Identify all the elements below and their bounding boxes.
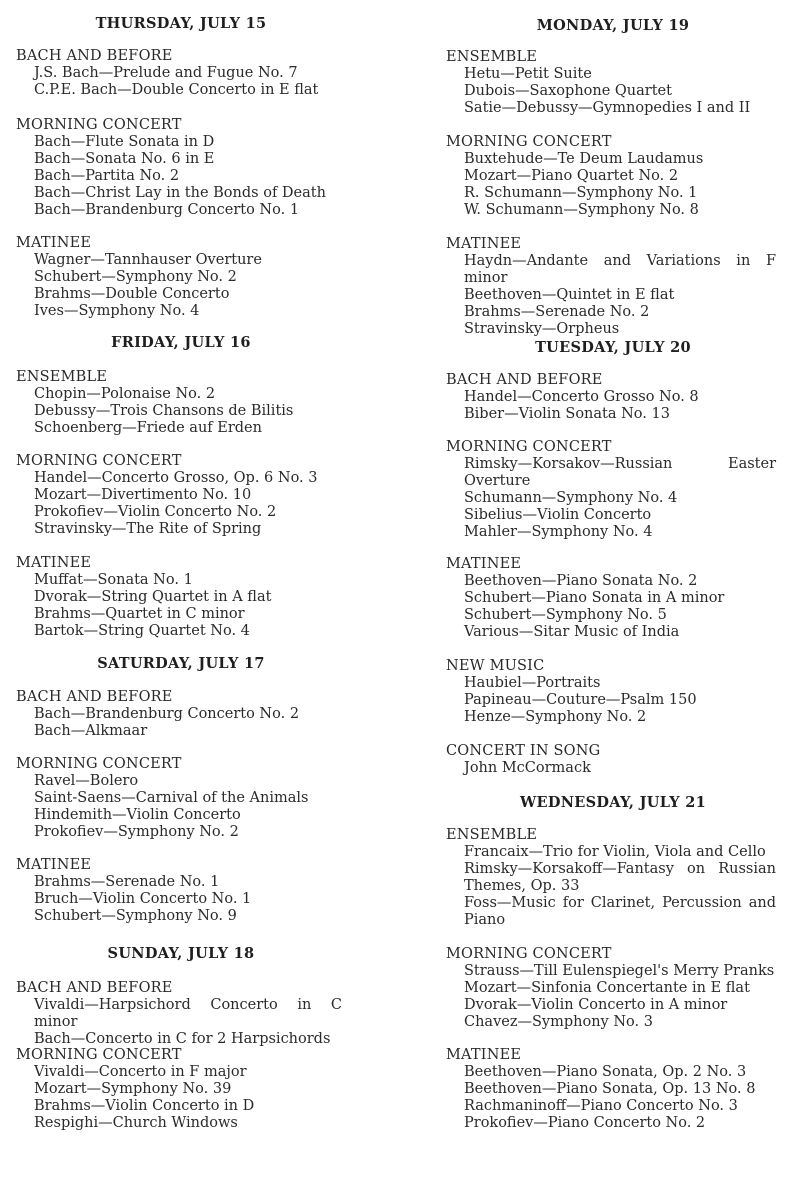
program-section [16, 1047, 346, 1132]
program-section [446, 827, 780, 929]
program-section [16, 980, 346, 1048]
program-section [16, 117, 346, 219]
section-title: CONCERT IN SONG [446, 743, 601, 759]
program-section [446, 439, 780, 541]
program-section [446, 134, 780, 219]
program-section [446, 372, 780, 423]
day-heading-friday-july-16: FRIDAY, JULY 16 [111, 334, 251, 351]
program-item: Bach—Alkmaar [34, 723, 148, 739]
program-item: Ravel—Bolero [34, 773, 139, 789]
section-title: ENSEMBLE [446, 827, 538, 843]
program-item: Schubert—Piano Sonata in A minor [464, 590, 725, 606]
program-item: Haubiel—Portraits [464, 675, 601, 691]
section-title: MORNING CONCERT [16, 756, 182, 772]
section-title: MATINEE [446, 1047, 522, 1063]
program-item: Bach—Flute Sonata in D [34, 134, 215, 150]
program-item: Rimsky—Korsakov—Russian Easter Overture [464, 456, 776, 489]
program-item: Brahms—Double Concerto [34, 286, 230, 302]
program-section [16, 235, 346, 320]
program-item: Francaix—Trio for Violin, Viola and Cello [464, 844, 766, 860]
program-item: Vivaldi—Concerto in F major [34, 1064, 247, 1080]
program-item: Handel—Concerto Grosso, Op. 6 No. 3 [34, 470, 318, 486]
program-item: Schubert—Symphony No. 5 [464, 607, 667, 623]
program-section [446, 49, 780, 117]
section-title: ENSEMBLE [16, 369, 108, 385]
section-title: MORNING CONCERT [16, 117, 182, 133]
program-section [16, 48, 346, 99]
program-item: Handel—Concerto Grosso No. 8 [464, 389, 699, 405]
program-section [16, 453, 346, 538]
program-item: R. Schumann—Symphony No. 1 [464, 185, 698, 201]
section-title: BACH AND BEFORE [16, 689, 173, 705]
program-item: Various—Sitar Music of India [464, 624, 680, 640]
program-section [16, 689, 346, 740]
program-item: Bach—Christ Lay in the Bonds of Death [34, 185, 326, 201]
program-item: Sibelius—Violin Concerto [464, 507, 652, 523]
program-item: Bach—Partita No. 2 [34, 168, 180, 184]
program-item: Stravinsky—Orpheus [464, 321, 620, 337]
section-title: MORNING CONCERT [446, 134, 612, 150]
program-item: Prokofiev—Piano Concerto No. 2 [464, 1115, 706, 1131]
program-item: Bartok—String Quartet No. 4 [34, 623, 250, 639]
program-section [446, 236, 780, 338]
program-item: Beethoven—Piano Sonata, Op. 2 No. 3 [464, 1064, 747, 1080]
section-title: BACH AND BEFORE [16, 48, 173, 64]
program-item: Ives—Symphony No. 4 [34, 303, 200, 319]
program-item: Rimsky—Korsakoff—Fantasy on Russian Themes, Op. 33 [464, 861, 776, 894]
program-item: Bach—Brandenburg Concerto No. 1 [34, 202, 300, 218]
program-item: Rachmaninoff—Piano Concerto No. 3 [464, 1098, 738, 1114]
program-item: Papineau—Couture—Psalm 150 [464, 692, 697, 708]
program-item: Mozart—Piano Quartet No. 2 [464, 168, 679, 184]
program-item: Chavez—Symphony No. 3 [464, 1014, 653, 1030]
program-item: Strauss—Till Eulenspiegel's Merry Pranks [464, 963, 775, 979]
program-item: J.S. Bach—Prelude and Fugue No. 7 [34, 65, 298, 81]
program-item: Haydn—Andante and Variations in F minor [464, 253, 776, 286]
day-heading-wednesday-july-21: WEDNESDAY, JULY 21 [519, 794, 707, 811]
program-item: Bruch—Violin Concerto No. 1 [34, 891, 252, 907]
program-item: Stravinsky—The Rite of Spring [34, 521, 262, 537]
program-item: Chopin—Polonaise No. 2 [34, 386, 216, 402]
section-title: MORNING CONCERT [446, 946, 612, 962]
program-item: Henze—Symphony No. 2 [464, 709, 647, 725]
program-item: Brahms—Serenade No. 1 [34, 874, 220, 890]
program-item: Buxtehude—Te Deum Laudamus [464, 151, 704, 167]
section-title: MATINEE [16, 235, 92, 251]
day-heading-sunday-july-18: SUNDAY, JULY 18 [107, 945, 255, 962]
program-item: Beethoven—Quintet in E flat [464, 287, 675, 303]
program-section [16, 857, 346, 925]
program-item: Satie—Debussy—Gymnopedies I and II [464, 100, 751, 116]
program-item: Mahler—Symphony No. 4 [464, 524, 653, 540]
program-item: Schubert—Symphony No. 2 [34, 269, 237, 285]
program-item: Foss—Music for Clarinet, Percussion and Piano [464, 895, 776, 928]
program-item: Bach—Sonata No. 6 in E [34, 151, 215, 167]
section-title: MATINEE [16, 555, 92, 571]
program-item: Biber—Violin Sonata No. 13 [464, 406, 670, 422]
program-item: Saint-Saens—Carnival of the Animals [34, 790, 309, 806]
program-item: Vivaldi—Harpsichord Concerto in C minor [34, 997, 342, 1030]
program-item: Dubois—Saxophone Quartet [464, 83, 672, 99]
program-item: Respighi—Church Windows [34, 1115, 238, 1131]
program-section [446, 1047, 780, 1132]
section-title: NEW MUSIC [446, 658, 545, 674]
program-item: Prokofiev—Symphony No. 2 [34, 824, 239, 840]
program-item: Schubert—Symphony No. 9 [34, 908, 237, 924]
day-heading-tuesday-july-20: TUESDAY, JULY 20 [535, 339, 691, 356]
program-item: Mozart—Symphony No. 39 [34, 1081, 232, 1097]
program-section [446, 743, 780, 777]
program-section [16, 369, 346, 437]
day-heading-monday-july-19: MONDAY, JULY 19 [536, 17, 690, 34]
program-item: Hetu—Petit Suite [464, 66, 592, 82]
program-item: Schumann—Symphony No. 4 [464, 490, 678, 506]
program-item: Beethoven—Piano Sonata No. 2 [464, 573, 698, 589]
program-item: Prokofiev—Violin Concerto No. 2 [34, 504, 277, 520]
program-item: C.P.E. Bach—Double Concerto in E flat [34, 82, 319, 98]
program-section [16, 555, 346, 640]
program-item: Bach—Brandenburg Concerto No. 2 [34, 706, 300, 722]
program-item: Mozart—Divertimento No. 10 [34, 487, 252, 503]
day-heading-thursday-july-15: THURSDAY, JULY 15 [95, 15, 267, 32]
program-item: Brahms—Quartet in C minor [34, 606, 245, 622]
program-item: W. Schumann—Symphony No. 8 [464, 202, 699, 218]
program-section [446, 556, 780, 641]
program-item: Schoenberg—Friede auf Erden [34, 420, 262, 436]
program-item: Mozart—Sinfonia Concertante in E flat [464, 980, 750, 996]
program-item: Debussy—Trois Chansons de Bilitis [34, 403, 294, 419]
section-title: MATINEE [16, 857, 92, 873]
section-title: MATINEE [446, 236, 522, 252]
section-title: MORNING CONCERT [446, 439, 612, 455]
program-item: Bach—Concerto in C for 2 Harpsichords [34, 1031, 331, 1047]
program-item: Dvorak—String Quartet in A flat [34, 589, 272, 605]
section-title: BACH AND BEFORE [446, 372, 603, 388]
section-title: MATINEE [446, 556, 522, 572]
program-item: Hindemith—Violin Concerto [34, 807, 241, 823]
program-section [446, 946, 780, 1031]
section-title: BACH AND BEFORE [16, 980, 173, 996]
day-heading-saturday-july-17: SATURDAY, JULY 17 [97, 655, 265, 672]
program-item: Wagner—Tannhauser Overture [34, 252, 262, 268]
section-title: ENSEMBLE [446, 49, 538, 65]
program-item: Brahms—Serenade No. 2 [464, 304, 650, 320]
program-item: John McCormack [464, 760, 591, 776]
program-item: Brahms—Violin Concerto in D [34, 1098, 255, 1114]
program-item: Muffat—Sonata No. 1 [34, 572, 193, 588]
section-title: MORNING CONCERT [16, 1047, 182, 1063]
program-section [16, 756, 346, 841]
program-section [446, 658, 780, 726]
section-title: MORNING CONCERT [16, 453, 182, 469]
program-item: Beethoven—Piano Sonata, Op. 13 No. 8 [464, 1081, 756, 1097]
program-item: Dvorak—Violin Concerto in A minor [464, 997, 728, 1013]
